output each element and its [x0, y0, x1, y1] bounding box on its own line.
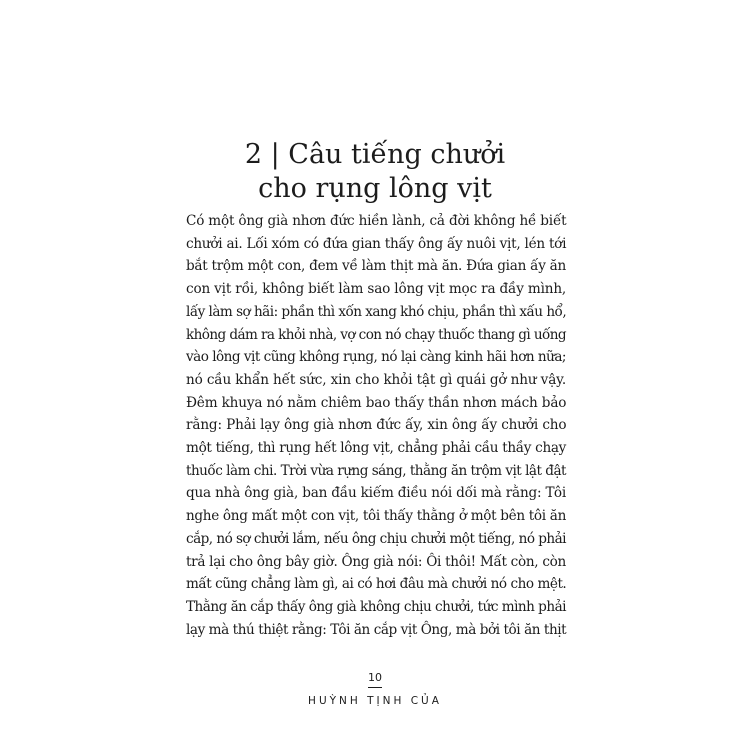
text-line: thuốc làm chi. Trời vừa rựng sáng, thằng ăn trộm vịt lật đật	[186, 462, 566, 479]
text-line: một tiếng, thì rụng hết lông vịt, chẳng phải cầu thầy chạy	[186, 440, 566, 457]
page-number: 10	[368, 671, 382, 684]
text-line: mất cũng chẳng làm gì, ai có hơi đâu mà chưởi nó cho mệt.	[186, 576, 567, 593]
text-line: cắp, nó sợ chưởi lắm, nếu ông chịu chưởi một tiếng, nó phải	[186, 530, 566, 547]
chapter-title-line-1: 2 | Câu tiếng chưởi	[244, 139, 506, 170]
body-text	[186, 210, 566, 641]
text-line: rằng: Phải lạy ông già nhơn đức ấy, xin ông ấy chưởi cho	[186, 417, 567, 434]
running-footer-author: HUỲNH TỊNH CỦA	[308, 695, 442, 707]
text-line: trả lại cho ông bây giờ. Ông già nói: Ôi thôi! Mất còn, còn	[186, 553, 566, 570]
text-line: lấy làm sợ hãi: phần thì xốn xang khó chịu, phần thì xấu hổ,	[186, 303, 567, 320]
chapter-title-line-2: cho rụng lông vịt	[258, 173, 492, 204]
text-line: lạy mà thú thiệt rằng: Tôi ăn cắp vịt Ông, mà bởi tôi ăn thịt	[186, 621, 567, 638]
text-line: Có một ông già nhơn đức hiền lành, cả đời không hề biết	[186, 213, 567, 229]
text-line: vào lông vịt cũng không rụng, nó lại càng kinh hãi hơn nữa;	[186, 349, 566, 366]
text-line: nghe ông mất một con vịt, tôi thấy thằng ở một bên tôi ăn	[186, 508, 566, 525]
text-line: qua nhà ông già, ban đầu kiếm điều nói dối mà rằng: Tôi	[186, 485, 566, 502]
text-line: bắt trộm một con, đem về làm thịt mà ăn. Đứa gian ấy ăn	[186, 258, 566, 275]
text-line: nó cầu khẩn hết sức, xin cho khỏi tật gì quái gở như vậy.	[186, 371, 567, 388]
text-line: Thằng ăn cắp thấy ông già không chịu chưởi, tức mình phải	[186, 598, 566, 615]
footer-divider	[368, 687, 382, 688]
text-line: con vịt rồi, không biết làm sao lông vịt mọc ra đầy mình,	[186, 281, 567, 298]
text-line: chưởi ai. Lối xóm có đứa gian thấy ông ấy nuôi vịt, lén tới	[186, 235, 567, 252]
text-line: không dám ra khỏi nhà, vợ con nó chạy thuốc thang gì uống	[186, 326, 567, 343]
text-line: Đêm khuya nó nằm chiêm bao thấy thần nhơn mách bảo	[186, 394, 567, 411]
